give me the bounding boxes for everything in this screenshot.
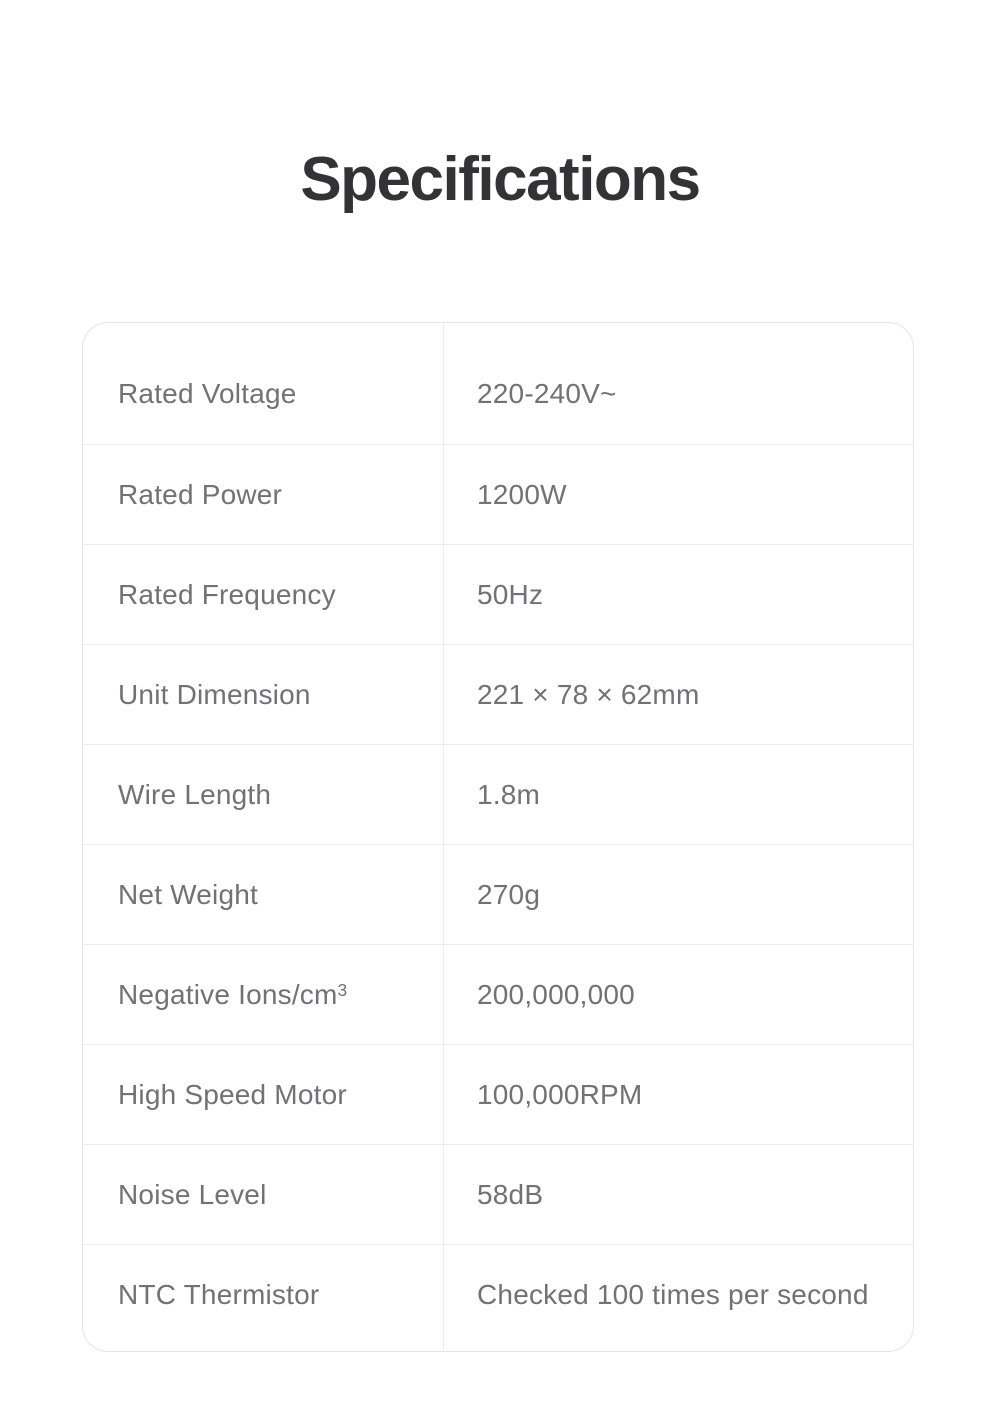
spec-label-text: Rated Power (118, 478, 283, 510)
spec-value: 220-240V~ (477, 378, 617, 409)
spec-value: 1200W (477, 478, 567, 510)
spec-label-superscript: 3 (337, 979, 348, 1000)
spec-label (83, 579, 443, 611)
spec-label-text: Noise Level (118, 1178, 267, 1210)
spec-row (83, 1044, 913, 1144)
spec-label (83, 779, 443, 811)
spec-row (83, 1244, 913, 1344)
spec-value: 58dB (477, 1178, 544, 1210)
specifications-table (82, 322, 914, 1352)
spec-label (83, 979, 443, 1011)
spec-value: 100,000RPM (477, 1078, 643, 1110)
spec-row (83, 644, 913, 744)
spec-label (83, 1279, 443, 1311)
spec-label (83, 879, 443, 911)
spec-row (83, 444, 913, 544)
spec-label-text: High Speed Motor (118, 1078, 347, 1110)
spec-label (83, 679, 443, 711)
spec-label-text: Negative Ions/cm (118, 978, 338, 1010)
spec-label-text: Wire Length (118, 778, 272, 810)
spec-row (83, 944, 913, 1044)
spec-row (83, 1144, 913, 1244)
spec-value: 221 × 78 × 62mm (477, 678, 700, 710)
spec-label (83, 1179, 443, 1211)
spec-label-text: Unit Dimension (118, 678, 311, 710)
spec-value: 50Hz (477, 578, 544, 610)
spec-value: 270g (477, 878, 541, 910)
spec-label-text: Rated Frequency (118, 578, 336, 610)
spec-row (83, 844, 913, 944)
spec-rows (83, 344, 913, 1344)
spec-row (83, 744, 913, 844)
spec-value: 1.8m (477, 778, 541, 810)
spec-label-text: Rated Voltage (118, 378, 297, 409)
spec-label (83, 479, 443, 511)
spec-label (83, 1079, 443, 1111)
spec-label (83, 378, 443, 410)
spec-value: Checked 100 times per second (477, 1278, 869, 1310)
spec-label-text: Net Weight (118, 878, 258, 910)
spec-value: 200,000,000 (477, 978, 635, 1010)
column-divider (443, 323, 444, 1351)
spec-row (83, 544, 913, 644)
spec-label-text: NTC Thermistor (118, 1278, 320, 1310)
spec-row (83, 344, 913, 444)
page-title: Specifications (300, 145, 700, 214)
